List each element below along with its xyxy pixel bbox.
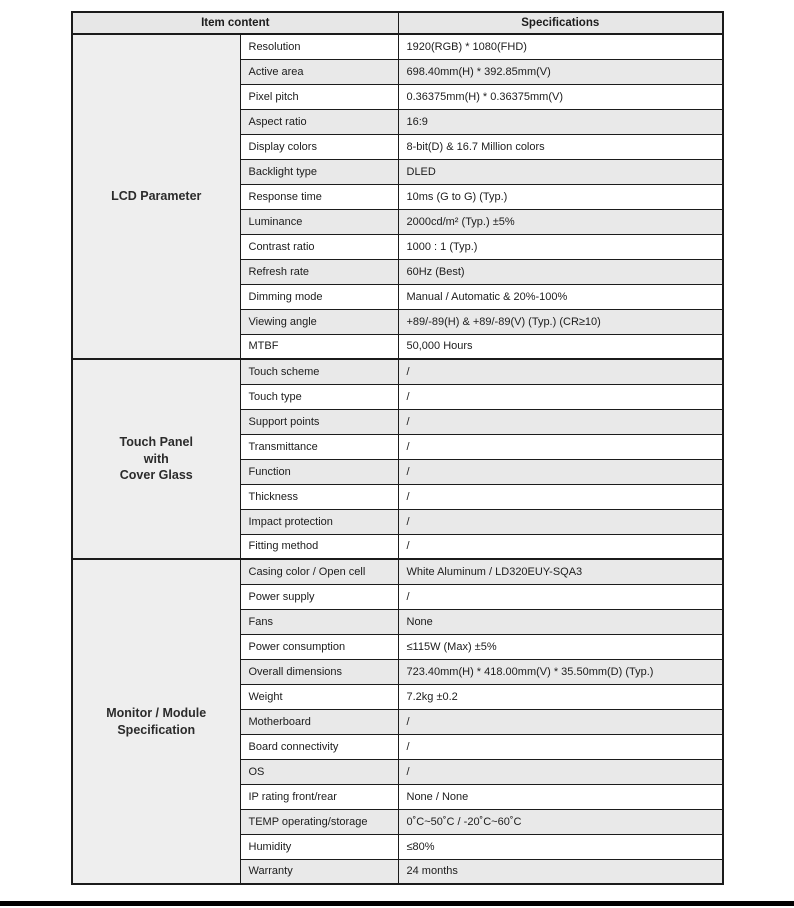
- item-label: Power supply: [240, 584, 398, 609]
- item-value: /: [398, 734, 723, 759]
- item-value: 16:9: [398, 109, 723, 134]
- item-label: OS: [240, 759, 398, 784]
- item-value: /: [398, 459, 723, 484]
- item-label: Resolution: [240, 34, 398, 59]
- item-value: /: [398, 359, 723, 384]
- item-value: 2000cd/m² (Typ.) ±5%: [398, 209, 723, 234]
- table-row: [72, 359, 723, 384]
- item-value: /: [398, 584, 723, 609]
- item-value: 0.36375mm(H) * 0.36375mm(V): [398, 84, 723, 109]
- item-label: Backlight type: [240, 159, 398, 184]
- item-label: Warranty: [240, 859, 398, 884]
- item-label: Dimming mode: [240, 284, 398, 309]
- item-label: Function: [240, 459, 398, 484]
- item-label: Fitting method: [240, 534, 398, 559]
- item-label: Aspect ratio: [240, 109, 398, 134]
- item-label: Casing color / Open cell: [240, 559, 398, 584]
- item-label: Contrast ratio: [240, 234, 398, 259]
- section-title-line: Cover Glass: [119, 468, 193, 483]
- item-label: Humidity: [240, 834, 398, 859]
- item-label: Active area: [240, 59, 398, 84]
- item-value: 723.40mm(H) * 418.00mm(V) * 35.50mm(D) (Typ.): [398, 659, 723, 684]
- item-value: ≤80%: [398, 834, 723, 859]
- item-label: MTBF: [240, 334, 398, 359]
- item-label: Refresh rate: [240, 259, 398, 284]
- item-value: /: [398, 509, 723, 534]
- item-label: Impact protection: [240, 509, 398, 534]
- item-label: Motherboard: [240, 709, 398, 734]
- item-label: Response time: [240, 184, 398, 209]
- item-label: Power consumption: [240, 634, 398, 659]
- item-value: /: [398, 409, 723, 434]
- item-value: /: [398, 759, 723, 784]
- item-value: /: [398, 384, 723, 409]
- section-title: [72, 359, 240, 559]
- item-value: /: [398, 534, 723, 559]
- item-label: Touch scheme: [240, 359, 398, 384]
- item-label: Weight: [240, 684, 398, 709]
- item-label: Display colors: [240, 134, 398, 159]
- section-title: [72, 34, 240, 359]
- item-label: Overall dimensions: [240, 659, 398, 684]
- item-value: 50,000 Hours: [398, 334, 723, 359]
- item-value: Manual / Automatic & 20%-100%: [398, 284, 723, 309]
- item-value: /: [398, 434, 723, 459]
- page-footer-rule: [0, 901, 794, 906]
- item-label: Viewing angle: [240, 309, 398, 334]
- item-value: 0˚C~50˚C / -20˚C~60˚C: [398, 809, 723, 834]
- item-value: DLED: [398, 159, 723, 184]
- item-value: 7.2kg ±0.2: [398, 684, 723, 709]
- item-label: Support points: [240, 409, 398, 434]
- table-header-row: [72, 12, 723, 34]
- section-title-line: Specification: [117, 722, 196, 737]
- item-value: 10ms (G to G) (Typ.): [398, 184, 723, 209]
- item-value: White Aluminum / LD320EUY-SQA3: [398, 559, 723, 584]
- item-value: 8-bit(D) & 16.7 Million colors: [398, 134, 723, 159]
- item-label: Thickness: [240, 484, 398, 509]
- section-title: [72, 559, 240, 884]
- item-label: Touch type: [240, 384, 398, 409]
- spec-table: [71, 11, 724, 885]
- item-label: Transmittance: [240, 434, 398, 459]
- item-label: TEMP operating/storage: [240, 809, 398, 834]
- item-value: ≤115W (Max) ±5%: [398, 634, 723, 659]
- section-title-line: LCD Parameter: [111, 189, 202, 204]
- section-title-line: Touch Panel: [119, 435, 193, 450]
- item-value: None: [398, 609, 723, 634]
- header-specifications: Specifications: [398, 12, 723, 34]
- item-label: Pixel pitch: [240, 84, 398, 109]
- item-value: None / None: [398, 784, 723, 809]
- item-value: 60Hz (Best): [398, 259, 723, 284]
- item-value: 1000 : 1 (Typ.): [398, 234, 723, 259]
- item-value: /: [398, 484, 723, 509]
- section-title-line: with: [143, 451, 169, 466]
- spec-table-body: [72, 34, 723, 884]
- item-value: 24 months: [398, 859, 723, 884]
- item-value: +89/-89(H) & +89/-89(V) (Typ.) (CR≥10): [398, 309, 723, 334]
- table-row: [72, 559, 723, 584]
- item-value: 1920(RGB) * 1080(FHD): [398, 34, 723, 59]
- header-item-content: Item content: [72, 12, 398, 34]
- item-value: /: [398, 709, 723, 734]
- section-title-line: Monitor / Module: [106, 706, 207, 720]
- table-row: [72, 34, 723, 59]
- item-label: Fans: [240, 609, 398, 634]
- item-label: IP rating front/rear: [240, 784, 398, 809]
- item-label: Luminance: [240, 209, 398, 234]
- item-value: 698.40mm(H) * 392.85mm(V): [398, 59, 723, 84]
- item-label: Board connectivity: [240, 734, 398, 759]
